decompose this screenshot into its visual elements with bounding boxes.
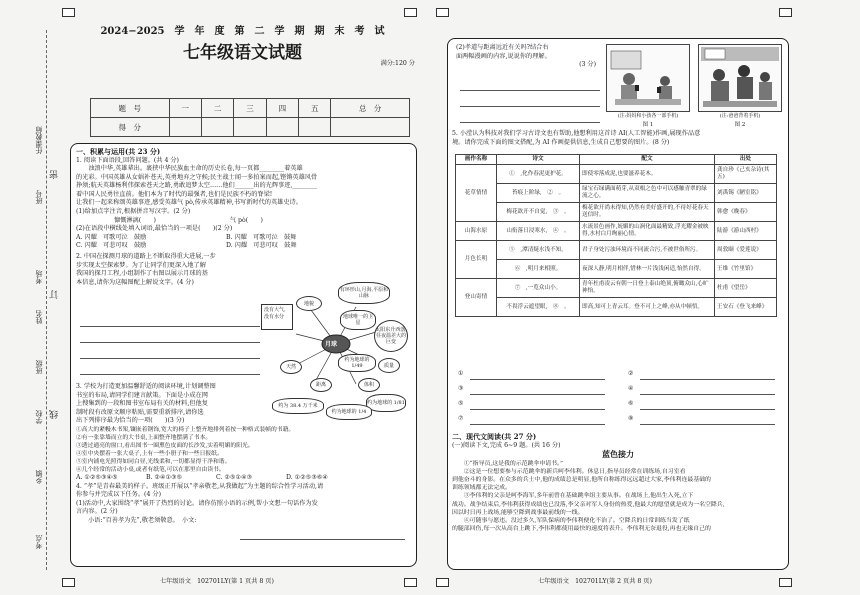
article-title: 蓝色接力	[602, 449, 634, 460]
q1-para-line: 让我们一起来称颂英雄事迹,感受英雄气 pò,传承英雄精神,书写新时代的英雄史诗。	[76, 199, 302, 207]
score-header: 一	[169, 99, 201, 118]
blank-label: ⑦	[458, 415, 464, 422]
answer-line[interactable]	[470, 379, 605, 380]
full-score: 满分:120 分	[380, 60, 415, 67]
option[interactable]: B. ②④①③⑤	[146, 473, 183, 481]
score-cell[interactable]	[331, 118, 410, 137]
q4-2-line: (2)孝道与距离远近有关吗?结合右	[456, 44, 549, 51]
answer-line[interactable]	[470, 409, 605, 410]
section2	[452, 432, 784, 533]
q4-2-block	[456, 44, 606, 70]
q1-1-stem: (1)给加点字注音,根据拼音写汉字。(2 分)	[76, 208, 191, 216]
registration-mark	[62, 578, 75, 587]
q3-line: 书室的布局,请同学们建言献策。下面是小成在网	[76, 391, 208, 399]
answer-line[interactable]	[80, 342, 260, 343]
q4-1-line: 言内容。(2 分)	[76, 508, 118, 516]
page-footer: 七年级语文 102701LY(第 1 页共 8 页)	[160, 578, 274, 585]
answer-line[interactable]	[240, 539, 405, 540]
registration-mark	[779, 578, 792, 587]
caption-cell: 水流景色画作,妩媚的山涧化面最精致,浮光耀金被映得,水衬白月绚丽心情。	[580, 222, 715, 241]
answer-line[interactable]	[640, 409, 775, 410]
answer-line[interactable]	[640, 379, 775, 380]
answer-line[interactable]	[80, 358, 260, 359]
caption-cell: 绿宝石绿满面萌芽,从双根之色中可以感触青翠的绿流之心。	[580, 184, 715, 203]
side-label: 订	[50, 290, 60, 299]
caption-cell: 夜深人静,明月相伴,惜林一片浅浅闲适,怡然自得。	[580, 260, 715, 279]
moon-label: 月球	[325, 341, 338, 348]
score-row-label: 得 分	[91, 118, 170, 137]
score-cell[interactable]	[299, 118, 331, 137]
page-footer: 七年级语文 102701LY(第 2 页共 8 页)	[538, 578, 652, 585]
option[interactable]: C. 闪耀 可悲可叹 鼓励	[76, 242, 147, 250]
article-line: 的腿部回伤,每一次从高台上跳下,李伟利都使用最快的速度将表升。李伟利无奈退役,再也无缘自己的	[452, 526, 711, 533]
answer-line[interactable]	[640, 424, 775, 425]
q3-item: ③透过通亮的窗口,看出图书一圈熏色皮面的长沙发,实着明媚的阳光。	[76, 442, 254, 449]
score-header: 五	[299, 99, 331, 118]
q1-para-line: 着中国人民勇往直前。他们本为了时代的最强者,也们是民族不朽的脊梁!	[76, 190, 273, 198]
diagram-bubble: 约为地球的 1/49	[338, 354, 376, 372]
table-row	[456, 203, 777, 222]
q3-item: ④室中央摆着一张大桌子,上有一些小册子和一些日报纸。	[76, 450, 223, 457]
diagram-bubble: 地球唯一的卫星	[340, 310, 376, 330]
q3-item: ⑥几个经常的活动小桌,或者有纸笔,可以在那里自由读书。	[76, 466, 225, 473]
q3-line: 制时段有改原文顺序粘贴,需要重新排序,请你选	[76, 408, 204, 416]
blank-label: ⑤	[458, 400, 464, 407]
table-row	[456, 279, 777, 298]
q1-para-line: 的光彩。中国英雄从女娲补苍天,英勇地弃之守候;民主战士闻一多拍案而起,铿锵英雄风骨	[76, 173, 318, 181]
blank-label: ①	[458, 370, 464, 377]
diagram-bubble: 约为地球的 1/81	[366, 394, 406, 412]
option[interactable]: C. ②⑤①④③	[216, 473, 253, 481]
poem-cell: 不畏浮云遮望眼, ⑧ 。	[497, 298, 580, 317]
q3-line: 上搜集到的一段和图书室布局有关的材料,但他复	[76, 400, 208, 408]
answer-line[interactable]	[460, 90, 600, 91]
answer-line[interactable]	[460, 122, 600, 123]
score-header: 三	[234, 99, 266, 118]
left-content	[76, 147, 412, 287]
part1-title: (一)阅读下文,完成 6~9 题。(共 16 分)	[452, 441, 561, 449]
q4-2-line: 面两幅漫画的内容,说说你的理解。	[456, 52, 551, 60]
registration-mark	[779, 8, 792, 17]
pinyin-item[interactable]: 慷慨淋漓( )	[114, 216, 156, 224]
registration-mark	[436, 8, 449, 17]
diagram-bubble: 约为 38.4 万千米	[272, 398, 324, 414]
diagram-bubble: 质量	[378, 358, 400, 373]
caption-cell: 即高,知可上青云耳。登不可上之峰,亦从中顿悟。	[580, 298, 715, 317]
q3-line: 3. 学校为打造更加温馨舒适的阅读环境,计划调整图	[76, 383, 216, 390]
side-label: 班级	[35, 360, 43, 374]
poem-table	[455, 154, 777, 317]
cartoon-caption: (注:妈妈和小孩各一部手机)	[617, 113, 679, 119]
source-cell: 龚自珍《己亥杂诗(其五)	[715, 165, 777, 184]
side-label: 考点	[35, 535, 43, 549]
side-label: 线	[50, 410, 60, 419]
table-row	[456, 260, 777, 279]
section2-title: 二、现代文阅读(共 27 分)	[452, 432, 537, 441]
score-header: 二	[201, 99, 233, 118]
diagram-bubble: 太阳东升西落,昼夜温差大的巨变	[374, 320, 408, 352]
cartoon-1-illustration	[607, 45, 689, 111]
q4-1-line: (1)活动中,大家围绕“孝”展开了热烈的讨论。请你仿照小语的示例,帮小文想一句话作为发	[76, 499, 318, 507]
blank-answers	[458, 370, 778, 430]
option[interactable]: D. 闪耀 可悲可叹 鼓舞	[226, 242, 297, 250]
source-cell: 杜甫《望岳》	[715, 279, 777, 298]
q2-line: 我国的探月工程,小组制作了右图以展示月球的基	[76, 270, 208, 278]
poem-cell: 梅花欲开不自觉, ③ 。	[497, 203, 580, 222]
q3-line: 出下列排序最为恰当的一项( )(3 分)	[76, 417, 185, 425]
side-label: 班号	[35, 190, 43, 204]
q4-2-line: (3 分)	[579, 61, 596, 69]
cartoon-label: 图 1	[642, 122, 654, 128]
painting-name-cell: 山海水原	[456, 222, 497, 241]
table-header: 配文	[580, 155, 715, 165]
side-label: 任课教师	[35, 126, 43, 154]
source-cell: 王维《竹里馆》	[715, 260, 777, 279]
binding-margin	[4, 30, 60, 570]
score-cell[interactable]	[201, 118, 233, 137]
diagram-bubble: 天然	[280, 360, 302, 374]
poem-cell: ⑤ ,潭清疑水浅不知。	[497, 241, 580, 260]
diagram-bubble: 约为地球的 1/4	[326, 404, 372, 420]
option[interactable]: A. ①②⑤③④⑤	[76, 473, 118, 481]
table-header: 出处	[715, 155, 777, 165]
answer-line[interactable]	[460, 106, 600, 107]
blank-label: ③	[458, 385, 464, 392]
q5-line: 境。请你完成下面的图文搭配,为 AI 作画提供信息,生成自己想要的图片。(8 分)	[452, 138, 670, 146]
article-line: 到他奋斗的身影。在众多的兵士中,他的成绩总是明显,他所自称练得远远超过大家,李伟利连最基础的	[452, 477, 711, 483]
q3-item: ①高大的紧幔木书架,镶嵌着钢饰,宽大的椅子上整齐地排列着按一种格式装帧的书籍。	[76, 426, 295, 433]
diagram-bubble: 距离	[310, 378, 332, 392]
caption-cell: 君子身处污浊环境而不同流合污,不被世俗所污。	[580, 241, 715, 260]
answer-line[interactable]	[80, 374, 260, 375]
exam-year-line: 2024−2025 学 年 度 第 二 学 期 期 末 考 试	[100, 26, 385, 37]
caption-cell: 青年杜甫凌云有朝一日登上泰山绝顶,俯瞰众山,心旷神怡。	[580, 279, 715, 298]
q1-para-line: 挣须;航天英雄杨利伟探索苍天之路,勇敢追梦太空……他们______出的光辉事迹,________	[76, 182, 318, 190]
q2-line: 本信息,请你为这幅图配上解说文字。(4 分)	[76, 278, 194, 286]
answer-line[interactable]	[470, 394, 605, 395]
score-cell[interactable]	[234, 118, 266, 137]
q3-item: ⑤室内铺电光照得如同白昼,光线柔和,一切都显得干净和谐。	[76, 458, 231, 465]
caption-cell: 梅花欲开尚未得知,仍然有美好盛开的,不待好花春天送信时。	[580, 203, 715, 222]
blank-label: ④	[628, 385, 634, 392]
article-line: ③李伟利的父亲是呵李海军,多年前曾在基础跳伞组主要从事。在战场上,他出生入死,立下	[452, 493, 694, 500]
answer-line[interactable]	[640, 394, 775, 395]
score-header: 题 号	[91, 99, 170, 118]
source-cell: 陆游《游山西村》	[715, 222, 777, 241]
exam-title: 七年级语文试题	[183, 43, 302, 63]
cartoon-2-illustration	[699, 45, 781, 111]
diagram-bubble: 有环形山,月海,平原和山脉	[338, 282, 390, 304]
q4-line: 你参与并完成以下任务。(4 分)	[76, 491, 161, 499]
blank-label: ②	[628, 370, 634, 377]
poem-cell: 山衔落日浸寒水, ④ 。	[497, 222, 580, 241]
article-line: 因以时日再上战场,能够空降到战事最前线的一线。	[452, 509, 584, 516]
side-label: 学校	[35, 410, 43, 424]
q3-item: ②有一张靠墙而立的大书桌,上面整齐地摆满了书本。	[76, 434, 212, 441]
cartoon-caption: (注:爸爸背着手机)	[719, 113, 761, 119]
painting-name-cell: 花草情情	[456, 165, 497, 222]
score-table	[90, 98, 410, 137]
side-label: 密	[50, 170, 60, 179]
q4-example: 小语:“百善孝为先”,敬老须敬意。 小文:	[88, 516, 197, 524]
source-cell: 刘禹锡《陋室铭》	[715, 184, 777, 203]
q2-line: 步实现太空探索梦。为了让同学们更深入地了解	[76, 261, 206, 269]
article-line: ①“指导员,这是我的示范跳伞申请书。”	[452, 460, 563, 467]
table-row	[456, 222, 777, 241]
table-header: 诗文	[497, 155, 580, 165]
caption-cell: 即使零落成泥,也要滋养花木。	[580, 165, 715, 184]
q2-line: 2. 中国在探测月球的道路上不断取得重大进展,一步	[76, 253, 216, 261]
side-label: 考场	[35, 270, 43, 284]
side-label: 姓名	[35, 310, 43, 324]
poem-cell: 苔痕上阶绿, ② 。	[497, 184, 580, 203]
score-cell[interactable]	[266, 118, 298, 137]
q4-line: 4. “孝”是青春最美的样子。班级正开展以“孝亲敬老,从我做起”为主题的综合性学习活动,请	[76, 482, 324, 490]
poem-cell: ① ,化作春泥更护花。	[497, 165, 580, 184]
pinyin-item[interactable]: 气 pò( )	[229, 216, 263, 224]
cartoon-1	[606, 44, 690, 112]
table-row	[456, 184, 777, 203]
q3-block	[76, 383, 412, 526]
source-cell: 周敦颐《爱莲说》	[715, 241, 777, 260]
poem-cell: ⑥ ,明月来相照。	[497, 260, 580, 279]
table-header: 画作名称	[456, 155, 497, 165]
painting-name-cell: 登山寄情	[456, 279, 497, 317]
section1-title: 一、积累与运用(共 23 分)	[76, 147, 161, 156]
source-cell: 韩愈《晚春》	[715, 203, 777, 222]
option[interactable]: A. 闪耀 可歌可泣 鼓励	[76, 233, 147, 241]
option[interactable]: D. ①②⑤③⑥④	[286, 473, 328, 481]
table-row	[456, 241, 777, 260]
registration-mark	[404, 8, 417, 17]
article-line: 训练领域都无法完成。	[452, 485, 511, 492]
q1-2-stem: (2)在语段中横线处填入词语,最恰当的一项是( )(2 分)	[76, 225, 233, 233]
answer-line[interactable]	[80, 326, 260, 327]
score-header: 总 分	[331, 99, 410, 118]
diagram-note: 没有大气,没有水分	[261, 304, 293, 330]
q5-block	[452, 130, 784, 147]
option[interactable]: B. 闪耀 可歌可泣 鼓舞	[226, 233, 297, 241]
blank-label: ⑥	[628, 400, 634, 407]
source-cell: 王安石《登飞来峰》	[715, 298, 777, 317]
cartoon-label: 图 2	[734, 122, 746, 128]
q5-line: 5. 小滢认为科技对我们学习古诗文也有帮助,他想利用这首诗 AI(人工智能)作画,展现作品意	[452, 130, 701, 137]
q1-stem: 1. 阅读下面语段,回答问题。(共 4 分)	[76, 156, 179, 164]
article-line: ④可随事与愿违。没过多久,军队保病的李伟利便化不治了。空降兵的日常训练当发了纸	[452, 518, 690, 525]
score-cell[interactable]	[169, 118, 201, 137]
registration-mark	[404, 578, 417, 587]
diagram-bubble: 体积	[358, 378, 380, 392]
side-label: 乡镇	[35, 470, 43, 484]
poem-cell: ⑦ ,一览众山小。	[497, 279, 580, 298]
q1-para-line: 浊浪中华,英雄辈出。裹挟中华民族血主命的历史长卷,每一页都________着英雄	[76, 165, 303, 173]
painting-name-cell: 月色长明	[456, 241, 497, 279]
table-row	[456, 165, 777, 184]
score-header: 四	[266, 99, 298, 118]
registration-mark	[436, 578, 449, 587]
blank-label: ⑧	[628, 415, 634, 422]
article-line: 战功。战争结束后,李伟利获得成绩也已没落,李父亲对军人身份的热爱,他最大的愿望就是成为一名空降兵,	[452, 501, 725, 508]
registration-mark	[62, 8, 75, 17]
article-line: ②这是一位想要参与示范跳伞的新兵呵李伟利。休息日,指导员经常在训练场,自习室看	[452, 468, 686, 475]
table-row	[456, 298, 777, 317]
answer-line[interactable]	[470, 424, 605, 425]
diagram-bubble: 地貌	[296, 296, 322, 311]
cartoon-2	[698, 44, 782, 112]
